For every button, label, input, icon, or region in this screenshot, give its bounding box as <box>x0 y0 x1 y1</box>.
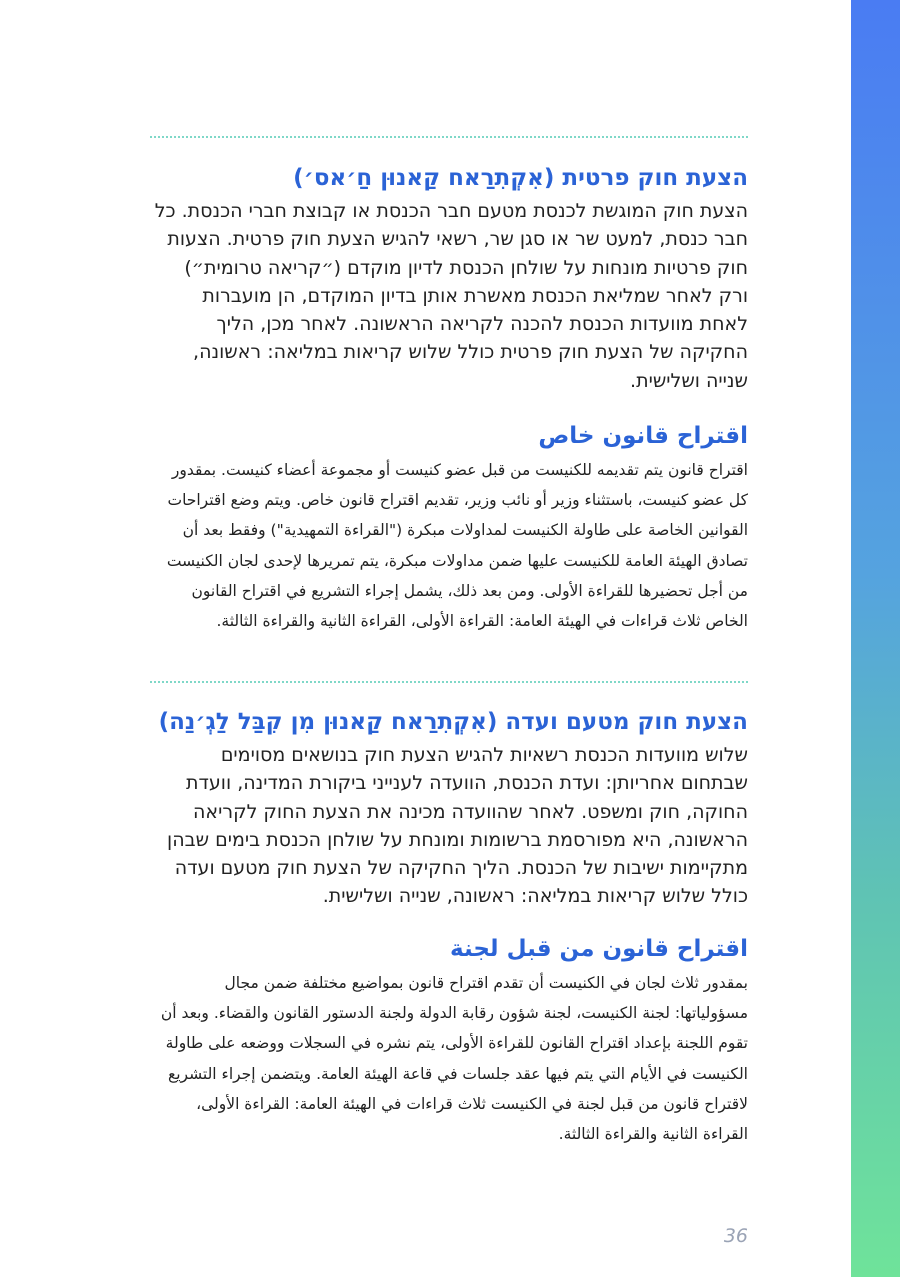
entry-private-bill-arabic <box>150 421 748 636</box>
entry-body: שלוש מוועדות הכנסת רשאיות להגיש הצעת חוק בנושאים מסוימים שבתחום אחריותן: ועדת הכנסת, הוועדה לענייני ביקורת המדינה, וועדת החוקה, חוק ומשפט. לאחר שהוועדה מכינה את הצעת החוק לקריאה הראשונה, היא מפורסמת ברשומות ומונחת על שולחן הכנסת בימים שבהן מתקיימות ישיבות של הכנסת. הליך החקיקה של הצעת חוק מטעם ועדה כולל שלוש קריאות במליאה: ראשונה, שנייה ושלישית. <box>167 744 748 908</box>
entry-heading: הצעת חוק מטעם ועדה (אִקְתִרַאח קַאנוּן מִן קִבַּל לַגְ׳נַה) <box>158 709 748 735</box>
entry-body: הצעת חוק המוגשת לכנסת מטעם חבר הכנסת או קבוצת חברי הכנסת. כל חבר כנסת, למעט שר או סגן שר, רשאי להגיש הצעת חוק פרטית. הצעות חוק פרטיות מונחות על שולחן הכנסת לדיון מוקדם (״קריאה טרומית״) ורק לאחר שמליאת הכנסת מאשרת אותן בדיון המוקדם, הן מועברות לאחת מוועדות הכנסת להכנה לקריאה הראשונה. לאחר מכן, הליך החקיקה של הצעת חוק פרטית כולל שלוש קריאות במליאה: ראשונה, שנייה ושלישית. <box>154 200 748 392</box>
section-divider-top <box>150 136 748 138</box>
entry-body: اقتراح قانون يتم تقديمه للكنيست من قبل عضو كنيست أو مجموعة أعضاء كنيست. بمقدور كل عضو كنيست، باستثناء وزير أو نائب وزير، تقديم اقتراح قانون خاص. ويتم وضع اقتراحات القوانين الخاصة على طاولة الكنيست لمداولات مبكرة ("القراءة التمهيدية") وفقط بعد أن تصادق الهيئة العامة للكنيست عليها ضمن مداولات مبكرة، يتم تمريرها لإحدى لجان الكنيست من أجل تحضيرها للقراءة الأولى. ومن بعد ذلك، يشمل إجراء التشريع في اقتراح القانون الخاص ثلاث قراءات في الهيئة العامة: القراءة الأولى، القراءة الثانية والقراءة الثالثة. <box>166 461 748 631</box>
page-number: 36 <box>723 1225 748 1247</box>
decorative-gradient-side-bar <box>851 0 900 1277</box>
entry-heading: اقتراح قانون من قبل لجنة <box>450 936 748 962</box>
entry-body: بمقدور ثلاث لجان في الكنيست أن تقدم اقتراح قانون بمواضيع مختلفة ضمن مجال مسؤولياتها: لجنة الكنيست، لجنة شؤون رقابة الدولة ولجنة الدستور القانون والقضاء. وبعد أن تقوم اللجنة بإعداد اقتراح القانون للقراءة الأولى، يتم نشره في السجلات ووضعه على طاولة الكنيست في الأيام التي يتم فيها عقد جلسات في قاعة الهيئة العامة. ويتضمن إجراء التشريع لاقتراح قانون من قبل لجنة في الكنيست ثلاث قراءات في الهيئة العامة: القراءة الأولى، القراءة الثانية والقراءة الثالثة. <box>160 974 748 1144</box>
entry-committee-bill-arabic <box>150 934 748 1149</box>
entry-committee-bill-hebrew <box>150 707 748 911</box>
entry-private-bill-hebrew <box>150 163 748 395</box>
page-content <box>150 0 748 1277</box>
entry-heading: اقتراح قانون خاص <box>538 423 748 449</box>
entry-heading: הצעת חוק פרטית (אִקְתִרַאח קַאנוּן חַ׳אס׳) <box>293 165 748 191</box>
section-divider-middle <box>150 681 748 683</box>
